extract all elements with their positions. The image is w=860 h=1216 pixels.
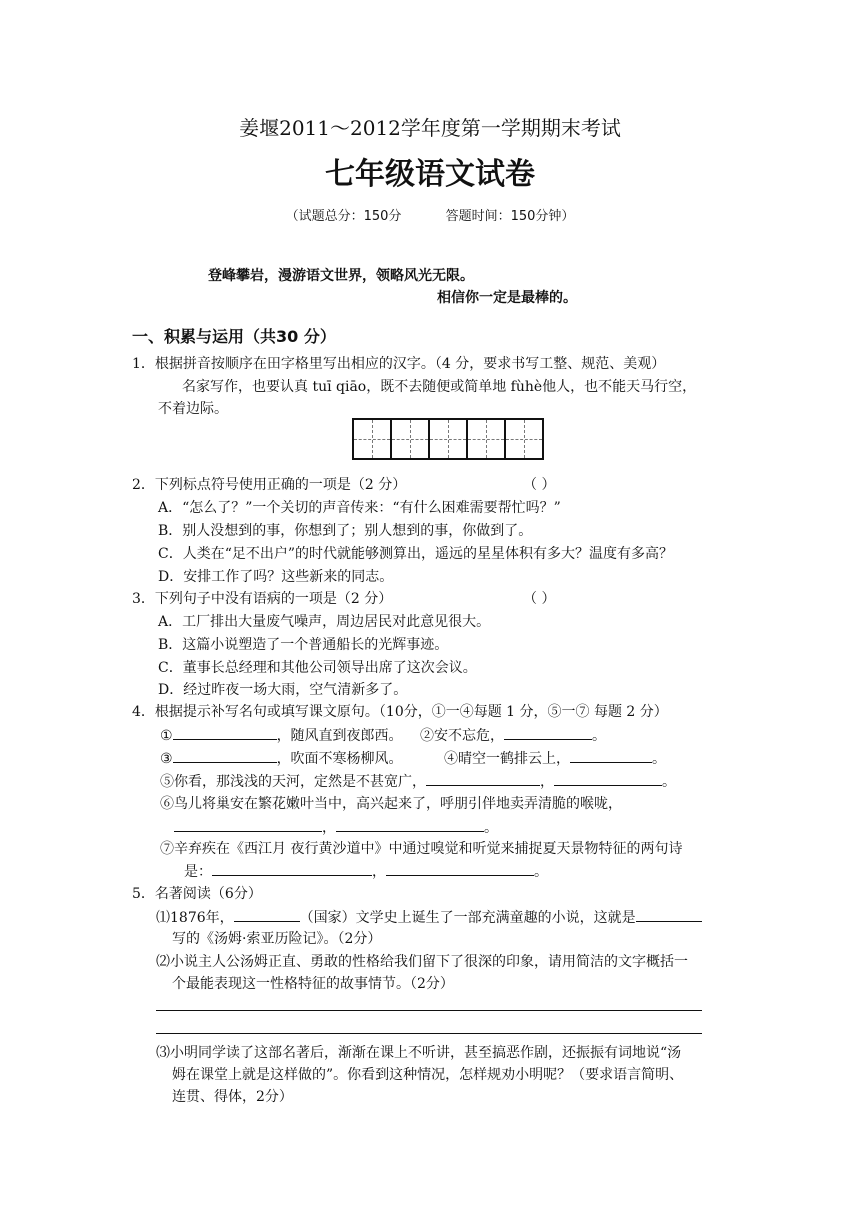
motto-line-2: 相信你一定是最棒的。 <box>437 290 577 306</box>
q4-item-6-comma: ， <box>322 820 336 836</box>
q2-option-a: A．“怎么了？”一个关切的声音传来：“有什么困难需要帮忙吗？” <box>158 500 561 516</box>
grid-cell[interactable] <box>466 418 506 460</box>
q3-option-a: A．工厂排出大量废气噪声，周边居民对此意见很大。 <box>158 614 491 630</box>
q4-blank-7b[interactable] <box>386 861 534 876</box>
q1-text-2: 不着边际。 <box>158 401 228 417</box>
q4-item-5 <box>160 771 676 792</box>
q4-item-7-prefix: 是： <box>184 864 212 880</box>
q5-part-3-c: 连贯、得体，2分） <box>172 1089 293 1105</box>
q4-item-2 <box>420 725 606 746</box>
section-title: 一、积累与运用（共30 分） <box>132 327 336 346</box>
grid-cell[interactable] <box>504 418 544 460</box>
q4-item-4-end: 。 <box>652 751 666 767</box>
q1-stem: 1．根据拼音按顺序在田字格里写出相应的汉字。（4 分，要求书写工整、规范、美观） <box>132 356 666 372</box>
q2-option-c: C．人类在“足不出户”的时代就能够测算出，遥远的星星体积有多大？温度有多高？ <box>158 546 674 562</box>
q4-blank-5b[interactable] <box>554 771 662 786</box>
q5-blank-author[interactable] <box>636 907 702 922</box>
answer-line[interactable] <box>156 1010 702 1011</box>
q5-part-3-b: 姆在课堂上就是这样做的”。你看到这种情况，怎样规劝小明呢？（要求语言简明、 <box>172 1067 684 1083</box>
q5-part-1 <box>156 907 702 928</box>
q2-stem: 2．下列标点符号使用正确的一项是（2 分） <box>132 477 407 493</box>
q5-part-1-b: （国家）文学史上诞生了一部充满童趣的小说，这就是 <box>299 910 636 926</box>
paper-title: 七年级语文试卷 <box>325 157 535 192</box>
q4-item-1-text: ，随风直到夜郎西。 <box>276 728 403 744</box>
q4-blank-7a[interactable] <box>212 861 372 876</box>
q5-stem: 5．名著阅读（6分） <box>132 886 262 902</box>
q3-answer-paren[interactable]: （ ） <box>523 591 556 607</box>
q4-blank-2[interactable] <box>504 725 592 740</box>
writing-grid <box>352 418 542 460</box>
q5-part-2-b: 个最能表现这一性格特征的故事情节。（2分） <box>172 976 454 992</box>
q2-option-b: B．别人没想到的事，你想到了；别人想到的事，你做到了。 <box>158 523 533 539</box>
q5-blank-country[interactable] <box>234 907 300 922</box>
q2-option-d: D．安排工作了吗？这些新来的同志。 <box>158 569 394 585</box>
q4-blank-6b[interactable] <box>336 817 484 832</box>
q3-option-b: B．这篇小说塑造了一个普通船长的光辉事迹。 <box>158 637 449 653</box>
q5-part-1-a: ⑴1876年， <box>156 910 234 926</box>
q4-item-3-mark: ③ <box>160 751 173 767</box>
q5-part-2-a: ⑵小说主人公汤姆正直、勇敢的性格给我们留下了很深的印象，请用简洁的文字概括一 <box>156 954 688 970</box>
exam-info <box>0 208 860 226</box>
exam-time: 答题时间：150分钟） <box>445 209 575 224</box>
motto-line-1: 登峰攀岩，漫游语文世界，领略风光无限。 <box>208 268 474 284</box>
q4-blank-4[interactable] <box>570 748 652 763</box>
q2-answer-paren[interactable]: （ ） <box>523 477 556 493</box>
q3-stem: 3．下列句子中没有语病的一项是（2 分） <box>132 591 393 607</box>
q4-item-4-text: ④晴空一鹤排云上， <box>444 751 570 767</box>
q4-item-2-text: ②安不忘危， <box>420 728 504 744</box>
total-score: （试题总分：150分 <box>285 209 402 224</box>
q4-blank-1[interactable] <box>173 725 277 740</box>
q4-item-7-line2 <box>184 861 548 882</box>
q4-item-5-comma: ， <box>540 774 554 790</box>
q4-item-6-blanks <box>174 817 498 838</box>
grid-cell[interactable] <box>352 418 392 460</box>
q1-text-1: 名家写作，也要认真 tuī qiāo，既不去随便或简单地 fùhè他人，也不能天马行空， <box>182 379 697 395</box>
q4-item-3-text: ，吹面不寒杨柳风。 <box>276 751 403 767</box>
exam-title: 姜堰2011～2012学年度第一学期期末考试 <box>239 116 621 140</box>
grid-cell[interactable] <box>390 418 430 460</box>
q4-item-5-end: 。 <box>662 774 676 790</box>
q4-item-6-end: 。 <box>484 820 498 836</box>
answer-line[interactable] <box>156 1033 702 1034</box>
q5-part-3-a: ⑶小明同学读了这部名著后，渐渐在课上不听讲，甚至搞恶作剧，还振振有词地说“汤 <box>156 1045 682 1061</box>
q4-blank-3[interactable] <box>173 748 277 763</box>
q4-item-6: ⑥鸟儿将巢安在繁花嫩叶当中，高兴起来了，呼朋引伴地卖弄清脆的喉咙， <box>160 796 622 812</box>
q4-item-4 <box>444 748 666 769</box>
q4-blank-6a[interactable] <box>174 817 322 832</box>
q3-option-d: D．经过昨夜一场大雨，空气清新多了。 <box>158 682 408 698</box>
q4-item-1 <box>160 725 403 746</box>
q4-blank-5a[interactable] <box>426 771 540 786</box>
q5-part-1-c: 写的《汤姆·索亚历险记》。（2分） <box>172 931 382 947</box>
q4-item-3 <box>160 748 403 769</box>
q4-stem: 4．根据提示补写名句或填写课文原句。（10分，①一④每题 1 分，⑤一⑦ 每题 2 分） <box>132 704 668 720</box>
q4-item-1-mark: ① <box>160 728 173 744</box>
q4-item-7-comma: ， <box>372 864 386 880</box>
q3-option-c: C．董事长总经理和其他公司领导出席了这次会议。 <box>158 660 477 676</box>
q4-item-7: ⑦辛弃疾在《西江月 夜行黄沙道中》中通过嗅觉和听觉来捕捉夏天景物特征的两句诗 <box>160 841 683 857</box>
q4-item-5-text: ⑤你看，那浅浅的天河，定然是不甚宽广， <box>160 774 426 790</box>
q4-item-2-end: 。 <box>592 728 606 744</box>
q4-item-7-end: 。 <box>534 864 548 880</box>
grid-cell[interactable] <box>428 418 468 460</box>
